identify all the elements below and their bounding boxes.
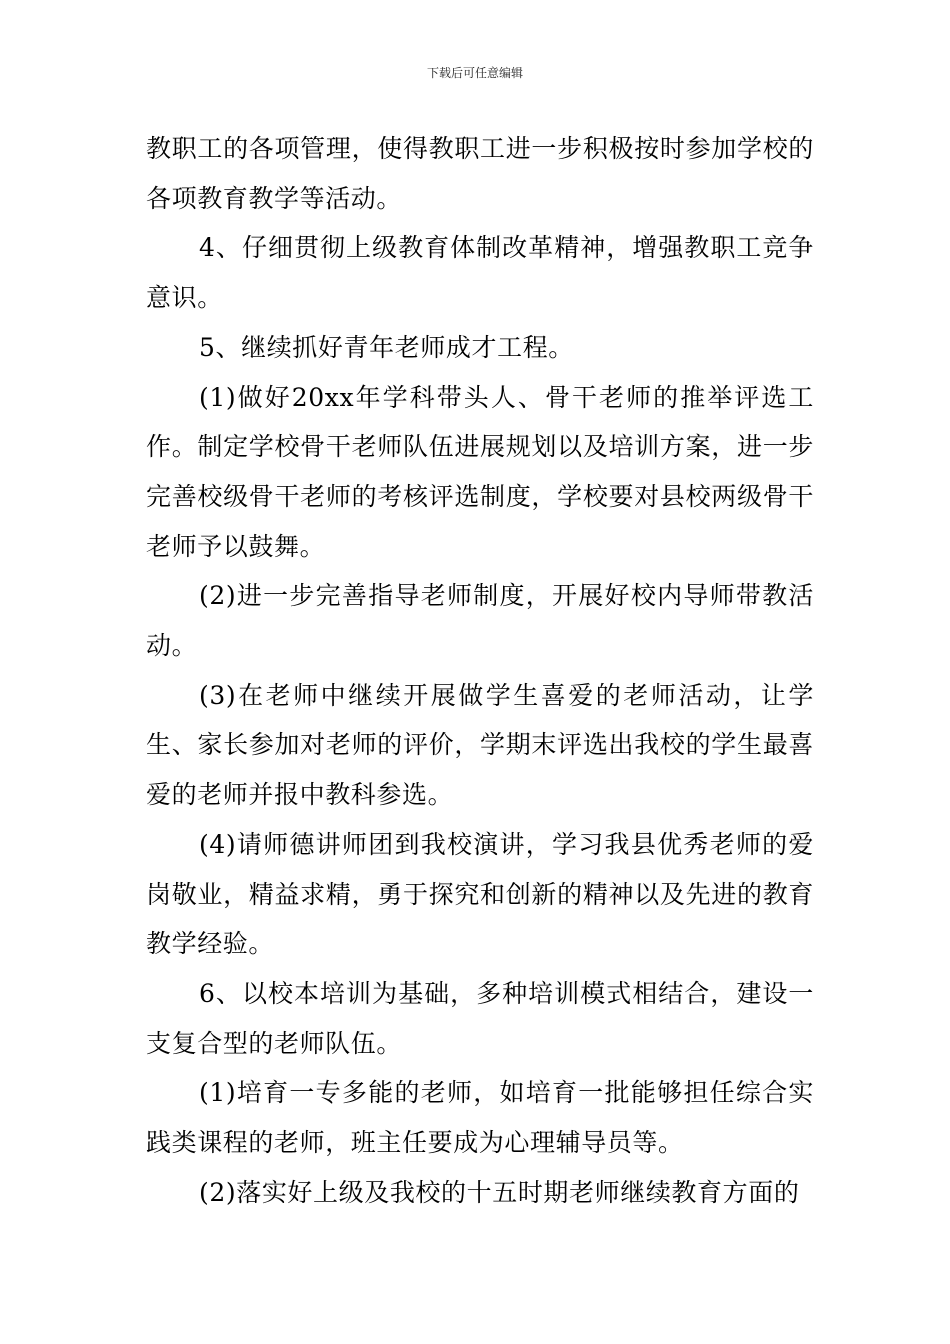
paragraph-9: (1)培育一专多能的老师，如培育一批能够担任综合实践类课程的老师，班主任要成为心理辅导员等。 bbox=[146, 1078, 814, 1158]
paragraph-7: (4)请师德讲师团到我校演讲，学习我县优秀老师的爱岗敬业，精益求精，勇于探究和创新的精神以及先进的教育教学经验。 bbox=[146, 829, 814, 959]
document-body bbox=[146, 124, 814, 1217]
paragraph-3: 5、继续抓好青年老师成才工程。 bbox=[199, 332, 574, 362]
paragraph-5: (2)进一步完善指导老师制度，开展好校内导师带教活动。 bbox=[146, 581, 814, 661]
paragraph-4: (1)做好20xx年学科带头人、骨干老师的推举评选工作。制定学校骨干老师队伍进展规划以及培训方案，进一步完善校级骨干老师的考核评选制度，学校要对县校两级骨干老师予以鼓舞。 bbox=[146, 382, 814, 561]
paragraph-1: 教职工的各项管理，使得教职工进一步积极按时参加学校的各项教育教学等活动。 bbox=[146, 134, 814, 213]
paragraph-2: 4、仔细贯彻上级教育体制改革精神，增强教职工竞争意识。 bbox=[146, 233, 814, 313]
paragraph-6: (3)在老师中继续开展做学生喜爱的老师活动，让学生、家长参加对老师的评价，学期末评选出我校的学生最喜爱的老师并报中教科参选。 bbox=[146, 680, 814, 810]
paragraph-10: (2)落实好上级及我校的十五时期老师继续教育方面的 bbox=[199, 1177, 800, 1207]
paragraph-8: 6、以校本培训为基础，多种培训模式相结合，建设一支复合型的老师队伍。 bbox=[146, 978, 814, 1058]
page-header: 下载后可任意编辑 bbox=[426, 66, 523, 80]
